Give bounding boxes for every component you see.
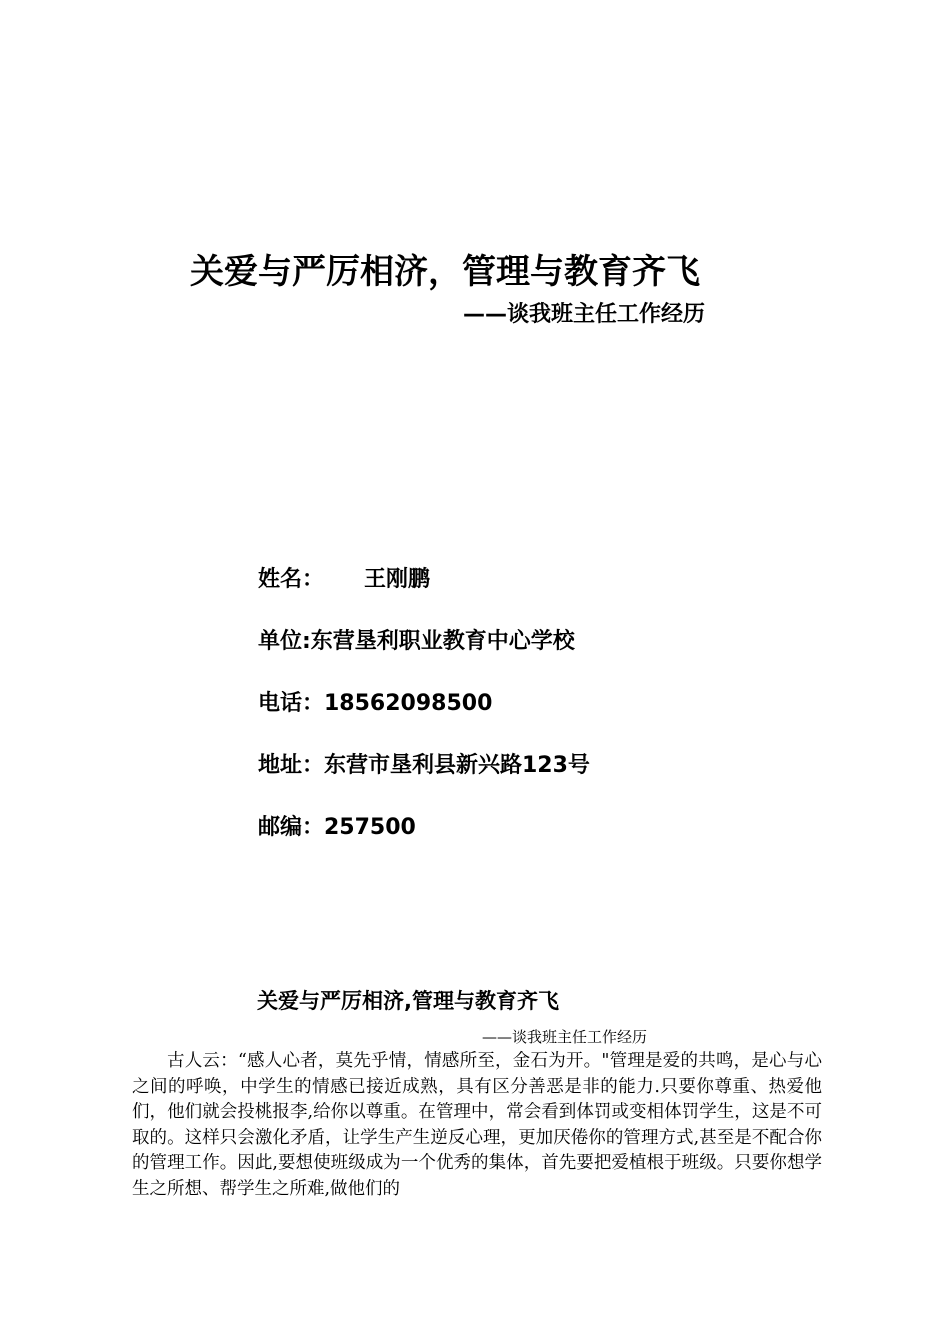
info-postcode: 邮编：257500	[258, 815, 416, 840]
cover-subtitle: ——谈我班主任工作经历	[463, 302, 706, 327]
info-name-label: 姓名：	[258, 567, 325, 592]
article-paragraph: 古人云：“感人心者，莫先乎情，情感所至，金石为开。"管理是爱的共鸣，是心与心之间的呼唤，中学生的情感已接近成熟，具有区分善恶是非的能力.只要你尊重、热爱他们，他们就会投桃报李,给你以尊重。在管理中，常会看到体罚或变相体罚学生，这是不可取的。这样只会激化矛盾，让学生产生逆反心理，更加厌倦你的管理方式,甚至是不配合你的管理工作。因此,要想使班级成为一个优秀的集体，首先要把爱植根于班级。只要你想学生之所想、帮学生之所难,做他们的	[132, 1051, 822, 1199]
info-name	[258, 562, 430, 593]
info-phone: 电话：18562098500	[258, 691, 493, 716]
info-name-value: 王刚鹏	[364, 567, 431, 592]
article-body	[132, 1049, 822, 1202]
article-subtitle: ——谈我班主任工作经历	[482, 1028, 648, 1046]
info-address: 地址：东营市垦利县新兴路123号	[258, 753, 590, 778]
info-unit: 单位:东营垦利职业教育中心学校	[258, 629, 575, 654]
cover-title: 关爱与严厉相济，管理与教育齐飞	[190, 252, 700, 292]
article-title: 关爱与严厉相济,管理与教育齐飞	[257, 989, 559, 1013]
